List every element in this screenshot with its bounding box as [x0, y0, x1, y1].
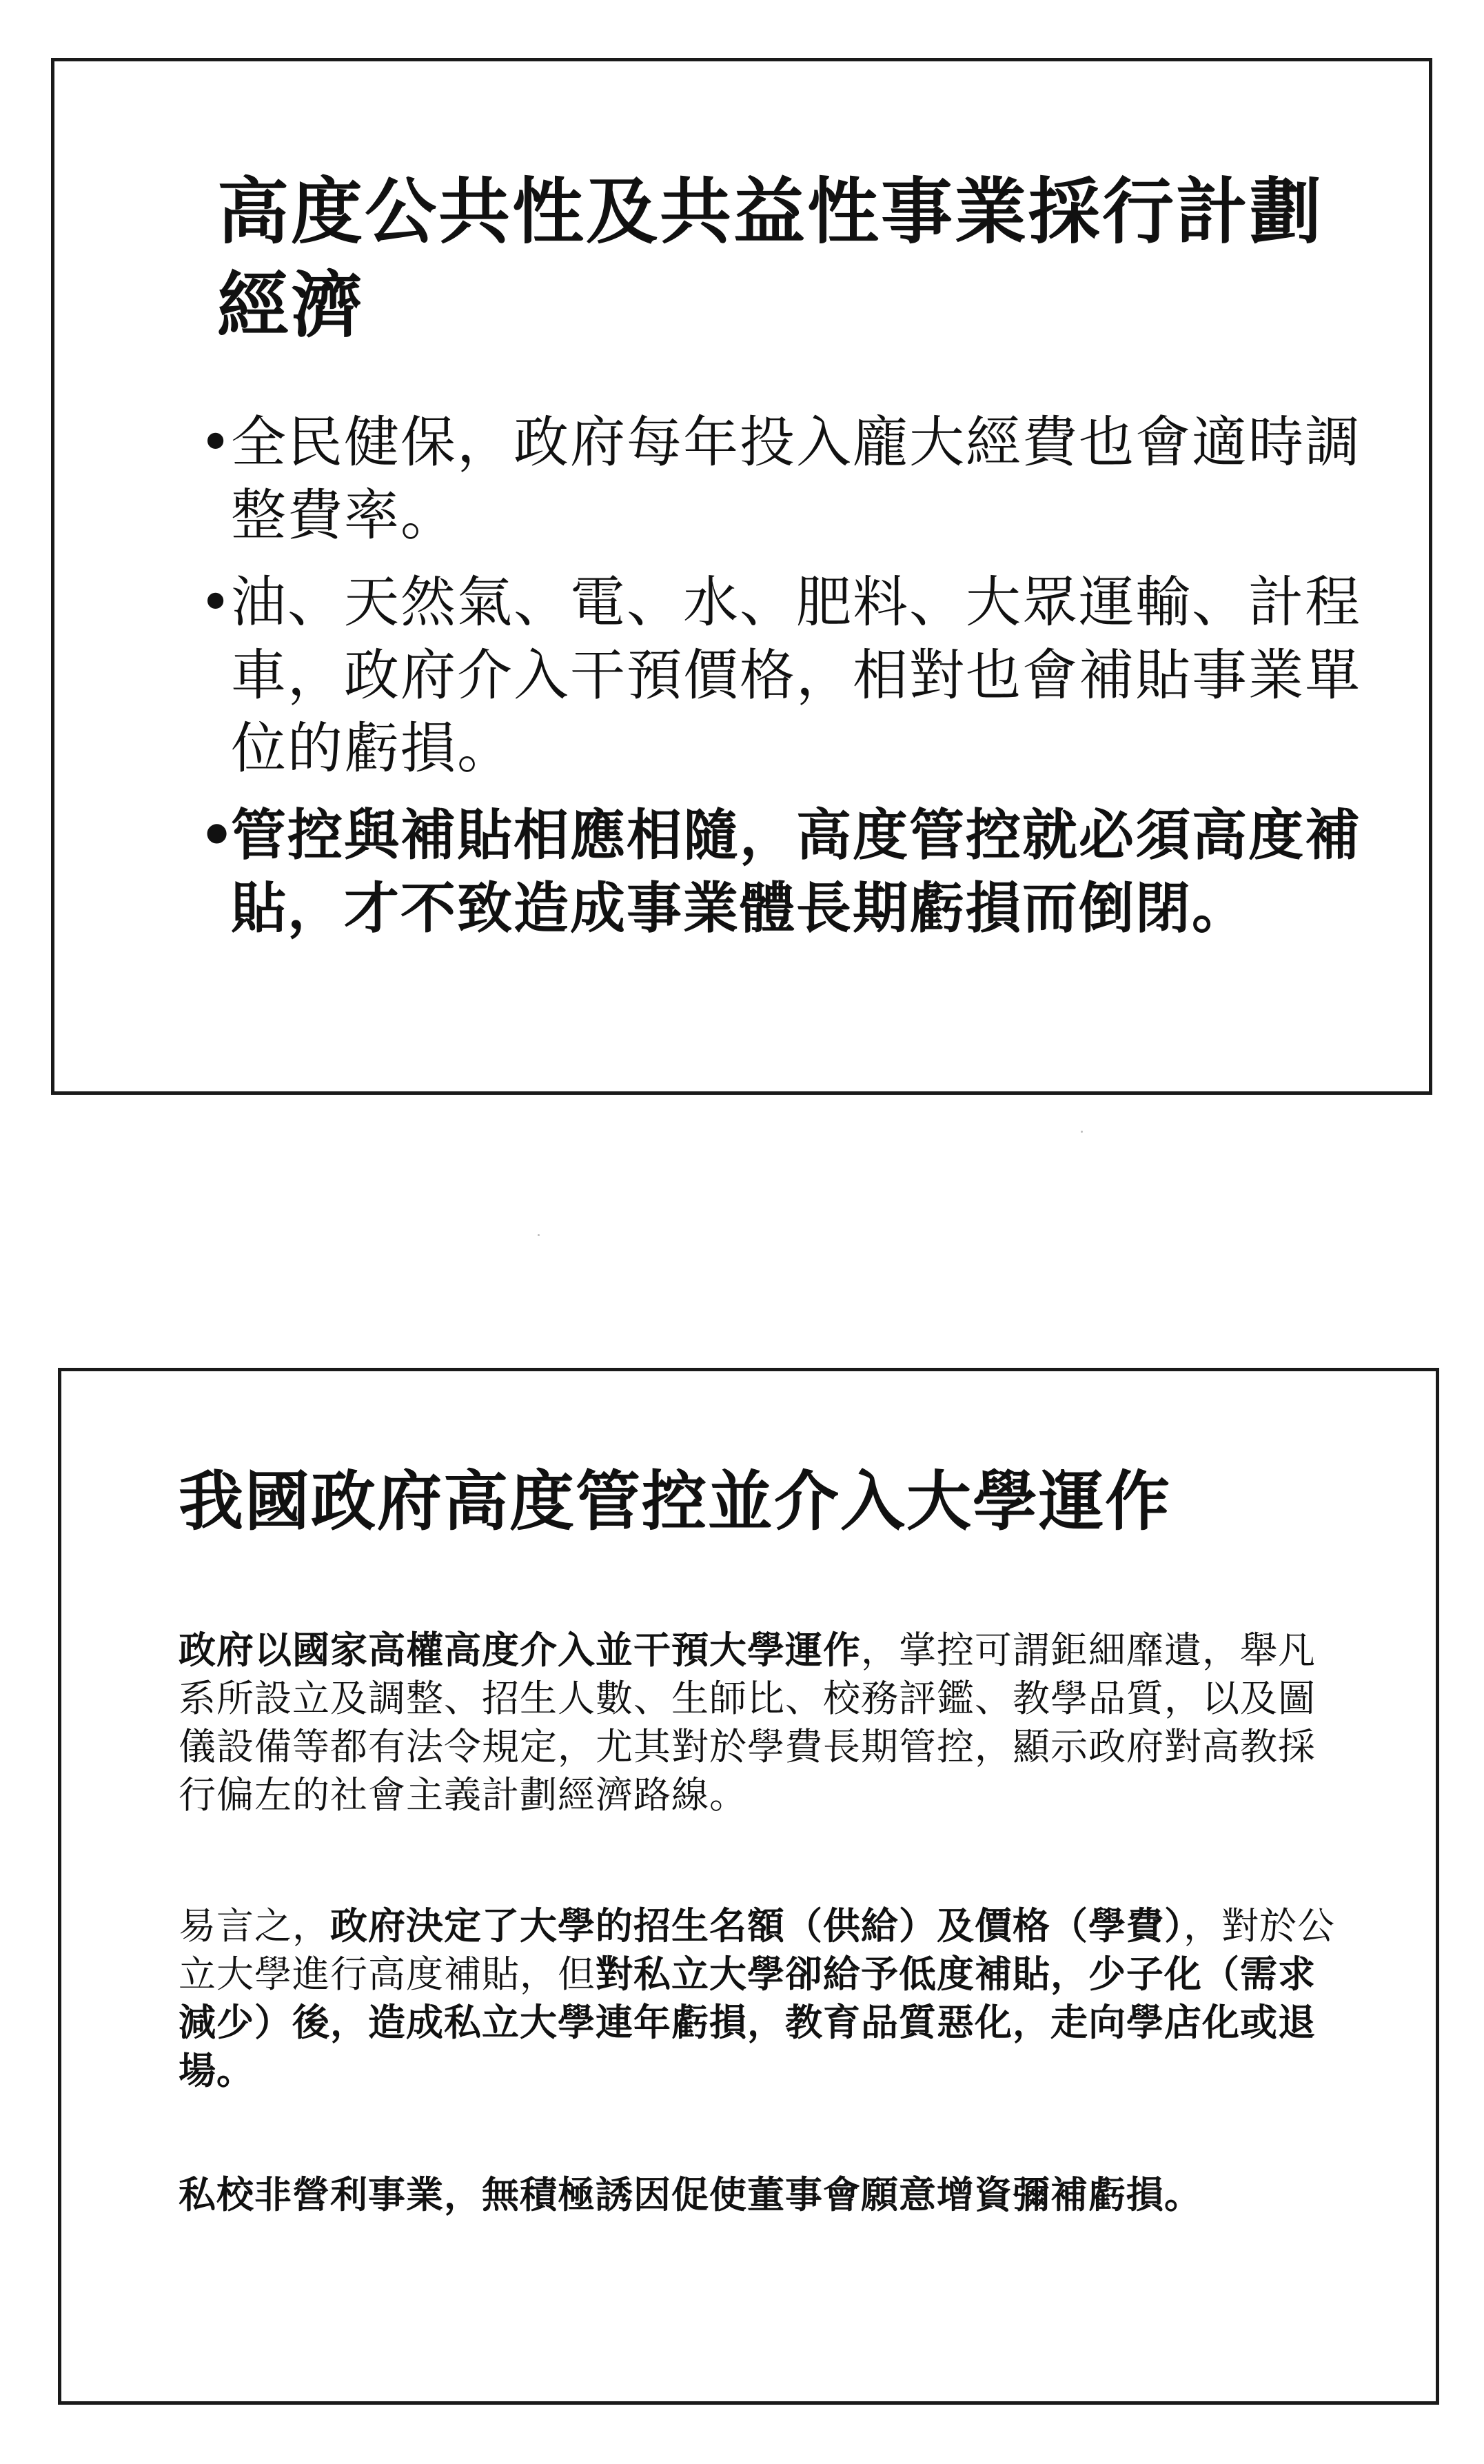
bullet-item	[199, 566, 1371, 785]
bullet-text: 油、天然氣、電、水、肥料、大眾運輸、計程車，政府介入干預價格，相對也會補貼事業單位的虧損。	[231, 570, 1361, 780]
bullet-item	[199, 799, 1371, 945]
slide-2-title: 我國政府高度管控並介入大學運作	[179, 1464, 1172, 1539]
bullet-dot: •	[199, 410, 234, 474]
paragraph-2-bold-2: 對私立大學卻給予低度補貼，少子化（需求減少）後，造成私立大學連年虧損，教育品質惡化，走向學店化或退場。	[179, 1952, 1316, 2092]
bullet-dot: •	[199, 803, 236, 867]
paragraph-1-bold-lead: 政府以國家高權高度介入並干預大學運作	[179, 1628, 861, 1672]
bullet-item	[199, 406, 1371, 552]
paragraph-2-mid: ，對於公立大學進行高度補貼，但	[179, 1904, 1335, 1996]
paragraph-1	[179, 1626, 1343, 1819]
slide-1-bullet-list	[199, 406, 1371, 959]
slide-2	[58, 1368, 1439, 2405]
paragraph-2-lead: 易言之，	[179, 1904, 330, 1948]
bullet-text: 管控與補貼相應相隨，高度管控就必須高度補貼，才不致造成事業體長期虧損而倒閉。	[231, 803, 1361, 940]
paragraph-1-rest: ，掌控可謂鉅細靡遺，舉凡系所設立及調整、招生人數、生師比、校務評鑑、教學品質，以及圖儀設備等都有法令規定，尤其對於學費長期管控，顯示政府對高教採行偏左的社會主義計劃經濟路線。	[179, 1628, 1316, 1817]
bullet-text: 全民健保，政府每年投入龐大經費也會適時調整費率。	[231, 410, 1361, 547]
paragraph-2-bold-1: 政府決定了大學的招生名額（供給）及價格（學費）	[330, 1904, 1183, 1948]
scan-speck	[538, 1234, 540, 1236]
slide-1-title: 高度公共性及共益性事業採行計劃經濟	[217, 170, 1324, 347]
slide-1	[51, 58, 1432, 1095]
paragraph-3: 私校非營利事業，無積極誘因促使董事會願意增資彌補虧損。	[179, 2173, 1202, 2216]
scan-speck	[1081, 1131, 1083, 1133]
bullet-dot: •	[199, 570, 234, 634]
paragraph-2	[179, 1902, 1343, 2095]
